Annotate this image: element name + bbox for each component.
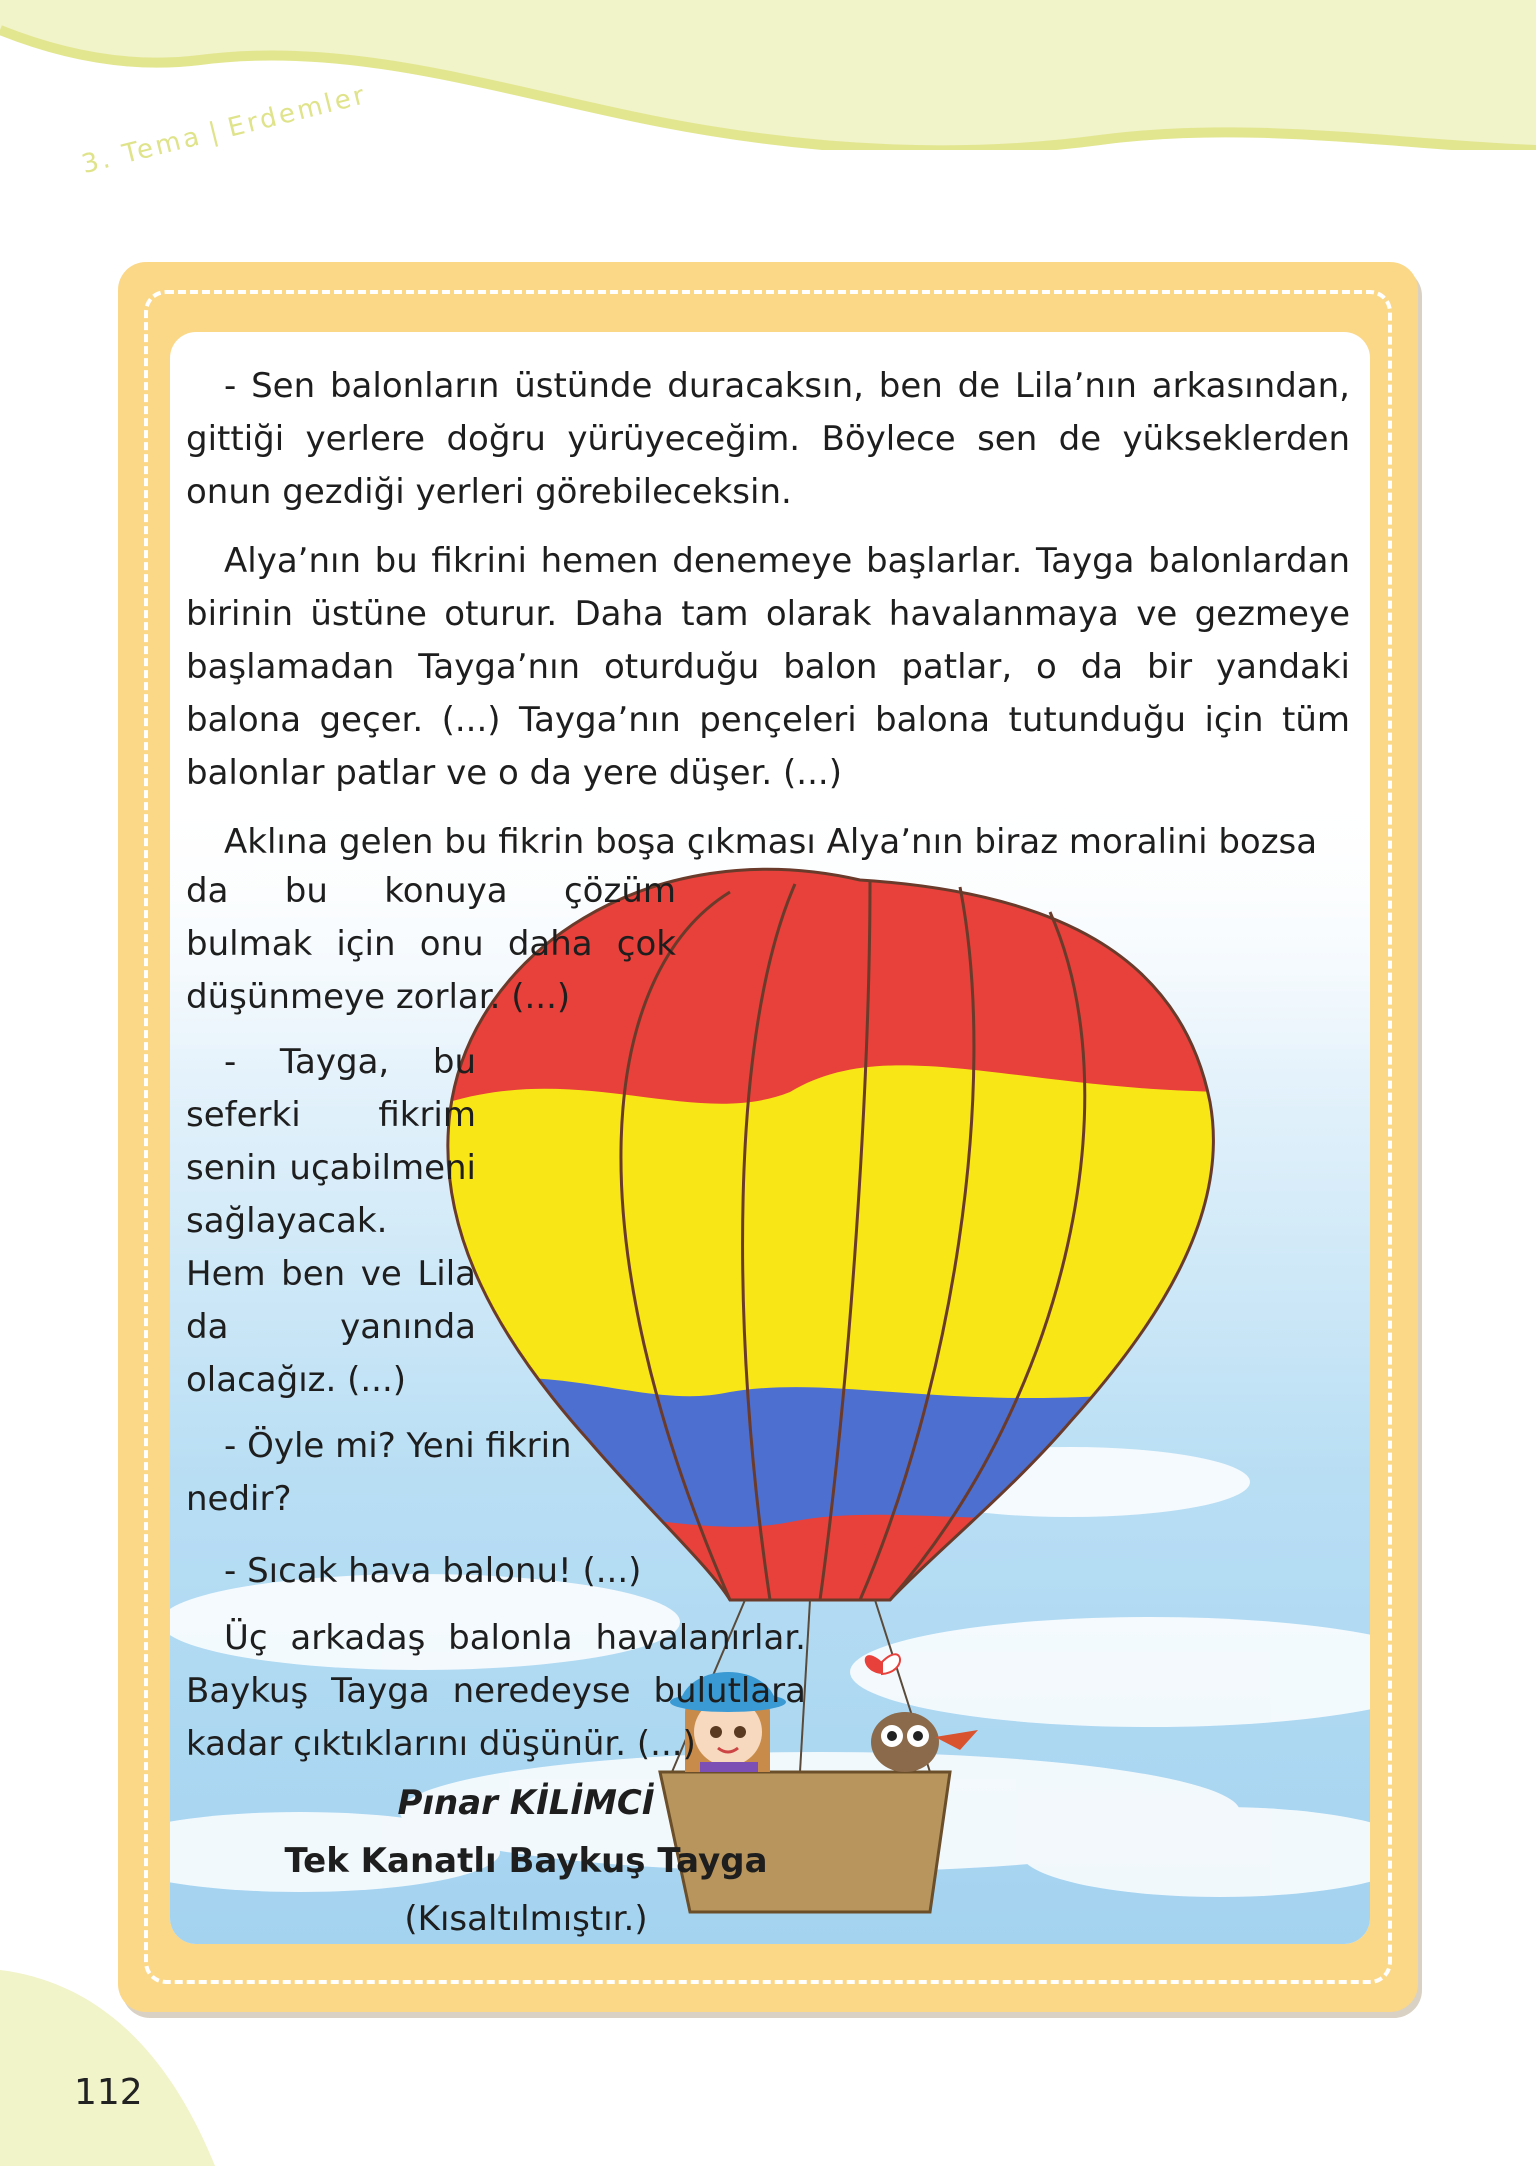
credit-block	[186, 1774, 866, 1948]
page-number: 112	[74, 2072, 143, 2113]
paragraph-4-text: - Tayga, bu seferki fikrim senin uçabilmeni sağlayacak. Hem ben ve Lila da yanında olacağız. (...)	[186, 1042, 476, 1400]
paragraph-1: - Sen balonların üstünde duracaksın, ben de Lila’nın arkasından, gittiği yerlere doğru yürüyeceğim. Böylece sen de yükseklerden onun gezdiği yerleri görebileceksin.	[186, 366, 1350, 512]
credit-book: Tek Kanatlı Baykuş Tayga	[284, 1841, 768, 1881]
paragraph-5	[186, 1420, 616, 1526]
paragraph-6	[186, 1545, 806, 1598]
theme-number: 3. Tema	[78, 121, 206, 180]
story-text	[186, 360, 1350, 869]
paragraph-6-text: - Sıcak hava balonu! (...)	[224, 1551, 642, 1591]
paragraph-3-line-1: Aklına gelen bu fikrin boşa çıkması Alya’nın biraz moralini bozsa	[224, 822, 1318, 862]
paragraph-7-text: Üç arkadaş balonla havalanırlar. Baykuş Tayga neredeyse bulutlara kadar çıktıklarını düşünür. (...)	[186, 1618, 806, 1764]
theme-separator: |	[205, 116, 225, 149]
paragraph-7	[186, 1612, 806, 1771]
credit-note: (Kısaltılmıştır.)	[404, 1899, 648, 1939]
paragraph-4	[186, 1036, 476, 1407]
theme-name: Erdemler	[224, 80, 371, 144]
paragraph-3-text: da bu konuya çözüm bulmak için onu daha çok düşünmeye zorlar. (...)	[186, 871, 676, 1017]
paragraph-2: Alya’nın bu fikrini hemen denemeye başlarlar. Tayga balonlardan birinin üstüne oturur. Daha tam olarak havalanmaya ve gezmeye başlamadan Tayga’nın oturduğu balon patlar, o da bir yandaki balona geçer. (...) Tayga’nın pençeleri balona tutunduğu için tüm balonlar patlar ve o da yere düşer. (...)	[186, 541, 1350, 793]
paragraph-3-rest	[186, 865, 676, 1024]
credit-author: Pınar KİLİMCİ	[397, 1783, 655, 1823]
paragraph-5-text: - Öyle mi? Yeni fikrin nedir?	[186, 1426, 572, 1519]
